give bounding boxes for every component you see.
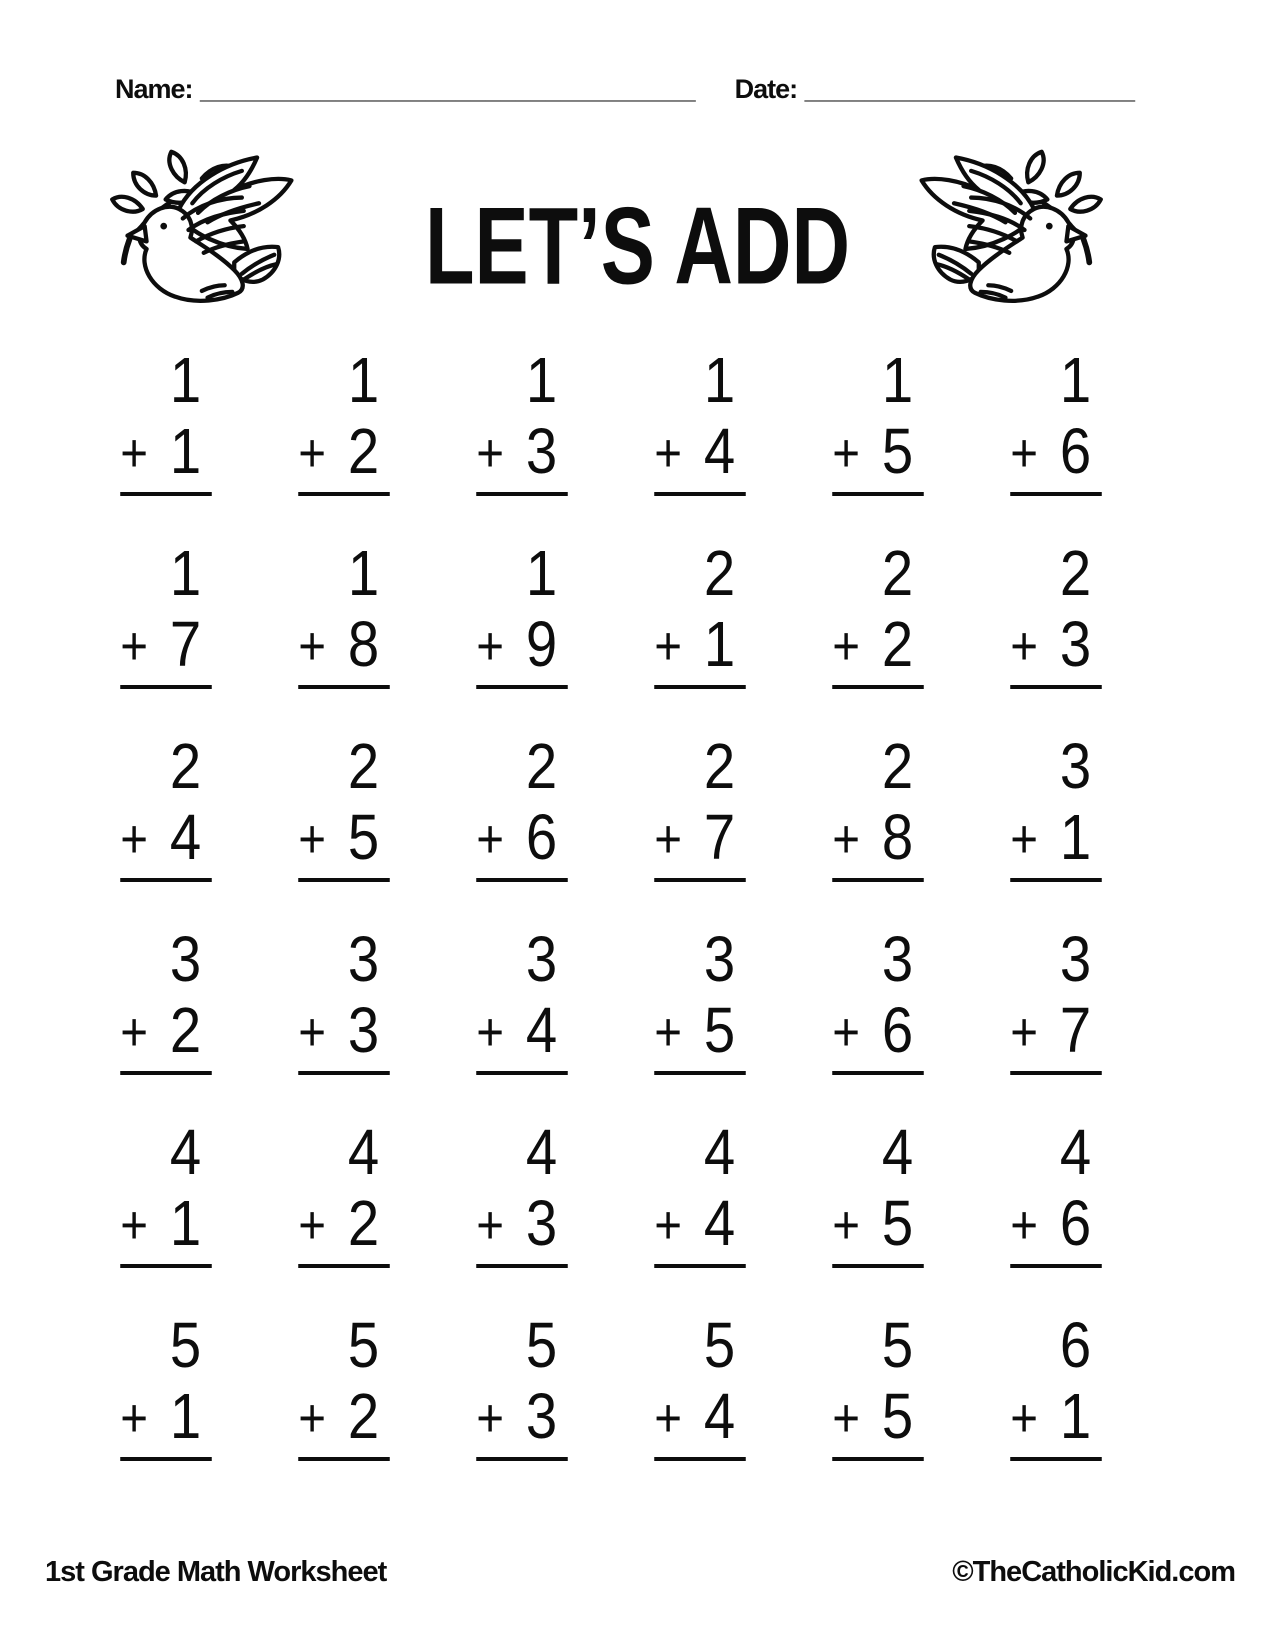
- addend-top: 4: [169, 1116, 202, 1188]
- problem-cell-r4-c2: [298, 923, 390, 1075]
- plus-operator: +: [1010, 1195, 1039, 1255]
- problem-cell-r2-c5: [832, 537, 924, 689]
- problem-cell-r3-c1: [120, 730, 212, 882]
- addend-top: 2: [703, 730, 736, 802]
- page-title: LET’S ADD: [424, 186, 851, 308]
- plus-operator: +: [120, 616, 149, 676]
- plus-operator: +: [654, 1002, 683, 1062]
- addend-bottom: 5: [347, 801, 380, 873]
- name-blank-line: _________________________________: [200, 74, 696, 104]
- addend-top: 5: [703, 1309, 736, 1381]
- addend-top: 2: [1059, 537, 1092, 609]
- problem-cell-r4-c5: [832, 923, 924, 1075]
- addend-top: 1: [525, 344, 558, 416]
- addend-bottom: 2: [881, 608, 914, 680]
- addend-bottom: 4: [169, 801, 202, 873]
- plus-operator: +: [832, 1002, 861, 1062]
- plus-operator: +: [120, 809, 149, 869]
- addend-bottom: 6: [1059, 1187, 1092, 1259]
- name-label: Name:: [115, 74, 193, 104]
- addend-top: 1: [169, 537, 202, 609]
- addend-bottom: 9: [525, 608, 558, 680]
- problem-cell-r3-c4: [654, 730, 746, 882]
- addend-bottom: 3: [347, 994, 380, 1066]
- header: [115, 74, 1135, 105]
- problem-cell-r6-c2: [298, 1309, 390, 1461]
- date-label: Date:: [734, 74, 798, 104]
- plus-operator: +: [298, 1388, 327, 1448]
- addend-top: 4: [703, 1116, 736, 1188]
- addend-top: 3: [1059, 923, 1092, 995]
- addend-top: 5: [525, 1309, 558, 1381]
- addend-bottom: 8: [347, 608, 380, 680]
- plus-operator: +: [476, 423, 505, 483]
- addend-bottom: 3: [1059, 608, 1092, 680]
- plus-operator: +: [832, 616, 861, 676]
- addend-top: 2: [347, 730, 380, 802]
- addend-top: 1: [347, 344, 380, 416]
- addend-top: 1: [881, 344, 914, 416]
- problem-cell-r5-c5: [832, 1116, 924, 1268]
- plus-operator: +: [654, 423, 683, 483]
- addend-top: 2: [525, 730, 558, 802]
- plus-operator: +: [654, 1195, 683, 1255]
- plus-operator: +: [298, 423, 327, 483]
- addend-bottom: 1: [169, 1380, 202, 1452]
- plus-operator: +: [832, 423, 861, 483]
- addend-bottom: 5: [703, 994, 736, 1066]
- addend-top: 3: [703, 923, 736, 995]
- problem-cell-r3-c2: [298, 730, 390, 882]
- addend-bottom: 2: [347, 415, 380, 487]
- plus-operator: +: [654, 809, 683, 869]
- problem-cell-r6-c1: [120, 1309, 212, 1461]
- addend-bottom: 3: [525, 415, 558, 487]
- addend-top: 4: [347, 1116, 380, 1188]
- addend-top: 3: [1059, 730, 1092, 802]
- addend-top: 2: [169, 730, 202, 802]
- name-field: [115, 74, 696, 105]
- addend-bottom: 5: [881, 415, 914, 487]
- plus-operator: +: [120, 423, 149, 483]
- addend-top: 5: [881, 1309, 914, 1381]
- addend-top: 4: [881, 1116, 914, 1188]
- problem-cell-r4-c1: [120, 923, 212, 1075]
- problem-cell-r1-c4: [654, 344, 746, 496]
- addend-top: 4: [525, 1116, 558, 1188]
- problem-cell-r5-c3: [476, 1116, 568, 1268]
- addend-top: 3: [169, 923, 202, 995]
- addend-top: 2: [703, 537, 736, 609]
- addend-bottom: 5: [881, 1380, 914, 1452]
- problem-cell-r1-c5: [832, 344, 924, 496]
- addend-bottom: 6: [1059, 415, 1092, 487]
- addend-top: 1: [525, 537, 558, 609]
- addend-top: 5: [347, 1309, 380, 1381]
- problem-cell-r6-c3: [476, 1309, 568, 1461]
- addend-top: 5: [169, 1309, 202, 1381]
- addend-top: 1: [347, 537, 380, 609]
- plus-operator: +: [476, 1195, 505, 1255]
- plus-operator: +: [654, 1388, 683, 1448]
- addend-bottom: 7: [1059, 994, 1092, 1066]
- plus-operator: +: [476, 809, 505, 869]
- addend-bottom: 1: [169, 1187, 202, 1259]
- addend-bottom: 4: [703, 415, 736, 487]
- problem-cell-r6-c6: [1010, 1309, 1102, 1461]
- problems-grid: [77, 344, 1145, 1506]
- problem-cell-r6-c4: [654, 1309, 746, 1461]
- addend-bottom: 1: [1059, 1380, 1092, 1452]
- addend-bottom: 2: [347, 1187, 380, 1259]
- addend-bottom: 4: [703, 1380, 736, 1452]
- addend-top: 2: [881, 730, 914, 802]
- addend-bottom: 1: [169, 415, 202, 487]
- addend-bottom: 5: [881, 1187, 914, 1259]
- footer-worksheet-label: 1st Grade Math Worksheet: [45, 1556, 387, 1588]
- problem-cell-r2-c4: [654, 537, 746, 689]
- plus-operator: +: [1010, 1388, 1039, 1448]
- addend-bottom: 7: [169, 608, 202, 680]
- plus-operator: +: [1010, 1002, 1039, 1062]
- addend-top: 4: [1059, 1116, 1092, 1188]
- plus-operator: +: [1010, 616, 1039, 676]
- problem-cell-r3-c3: [476, 730, 568, 882]
- footer: [45, 1556, 1235, 1589]
- problem-cell-r1-c3: [476, 344, 568, 496]
- plus-operator: +: [120, 1002, 149, 1062]
- addend-bottom: 3: [525, 1380, 558, 1452]
- plus-operator: +: [1010, 809, 1039, 869]
- addend-bottom: 6: [525, 801, 558, 873]
- problem-cell-r2-c6: [1010, 537, 1102, 689]
- addend-top: 3: [881, 923, 914, 995]
- addend-bottom: 4: [703, 1187, 736, 1259]
- footer-attribution: ©TheCatholicKid.com: [952, 1556, 1235, 1588]
- problem-cell-r2-c3: [476, 537, 568, 689]
- problem-cell-r5-c6: [1010, 1116, 1102, 1268]
- plus-operator: +: [476, 1002, 505, 1062]
- addend-bottom: 6: [881, 994, 914, 1066]
- addend-bottom: 4: [525, 994, 558, 1066]
- plus-operator: +: [298, 809, 327, 869]
- plus-operator: +: [298, 1002, 327, 1062]
- problem-cell-r2-c2: [298, 537, 390, 689]
- plus-operator: +: [1010, 423, 1039, 483]
- plus-operator: +: [298, 616, 327, 676]
- plus-operator: +: [832, 1388, 861, 1448]
- addend-top: 3: [347, 923, 380, 995]
- problem-cell-r4-c4: [654, 923, 746, 1075]
- addend-bottom: 2: [347, 1380, 380, 1452]
- plus-operator: +: [120, 1195, 149, 1255]
- problem-cell-r4-c6: [1010, 923, 1102, 1075]
- addend-bottom: 2: [169, 994, 202, 1066]
- addend-top: 1: [703, 344, 736, 416]
- date-field: [735, 74, 1135, 105]
- problem-cell-r3-c6: [1010, 730, 1102, 882]
- plus-operator: +: [832, 809, 861, 869]
- plus-operator: +: [654, 616, 683, 676]
- problem-cell-r6-c5: [832, 1309, 924, 1461]
- problem-cell-r4-c3: [476, 923, 568, 1075]
- addend-bottom: 7: [703, 801, 736, 873]
- plus-operator: +: [832, 1195, 861, 1255]
- addend-top: 6: [1059, 1309, 1092, 1381]
- addend-top: 1: [1059, 344, 1092, 416]
- problem-cell-r1-c1: [120, 344, 212, 496]
- problem-cell-r5-c1: [120, 1116, 212, 1268]
- plus-operator: +: [120, 1388, 149, 1448]
- date-blank-line: ______________________: [804, 74, 1135, 104]
- addend-bottom: 1: [1059, 801, 1092, 873]
- addend-top: 3: [525, 923, 558, 995]
- problem-cell-r3-c5: [832, 730, 924, 882]
- problem-cell-r5-c2: [298, 1116, 390, 1268]
- problem-cell-r1-c6: [1010, 344, 1102, 496]
- addend-bottom: 8: [881, 801, 914, 873]
- addend-bottom: 1: [703, 608, 736, 680]
- dove-olive-branch-mirrored-icon: [902, 148, 1107, 310]
- addend-bottom: 3: [525, 1187, 558, 1259]
- addend-top: 2: [881, 537, 914, 609]
- plus-operator: +: [476, 616, 505, 676]
- addend-top: 1: [169, 344, 202, 416]
- plus-operator: +: [476, 1388, 505, 1448]
- problem-cell-r1-c2: [298, 344, 390, 496]
- plus-operator: +: [298, 1195, 327, 1255]
- problem-cell-r5-c4: [654, 1116, 746, 1268]
- problem-cell-r2-c1: [120, 537, 212, 689]
